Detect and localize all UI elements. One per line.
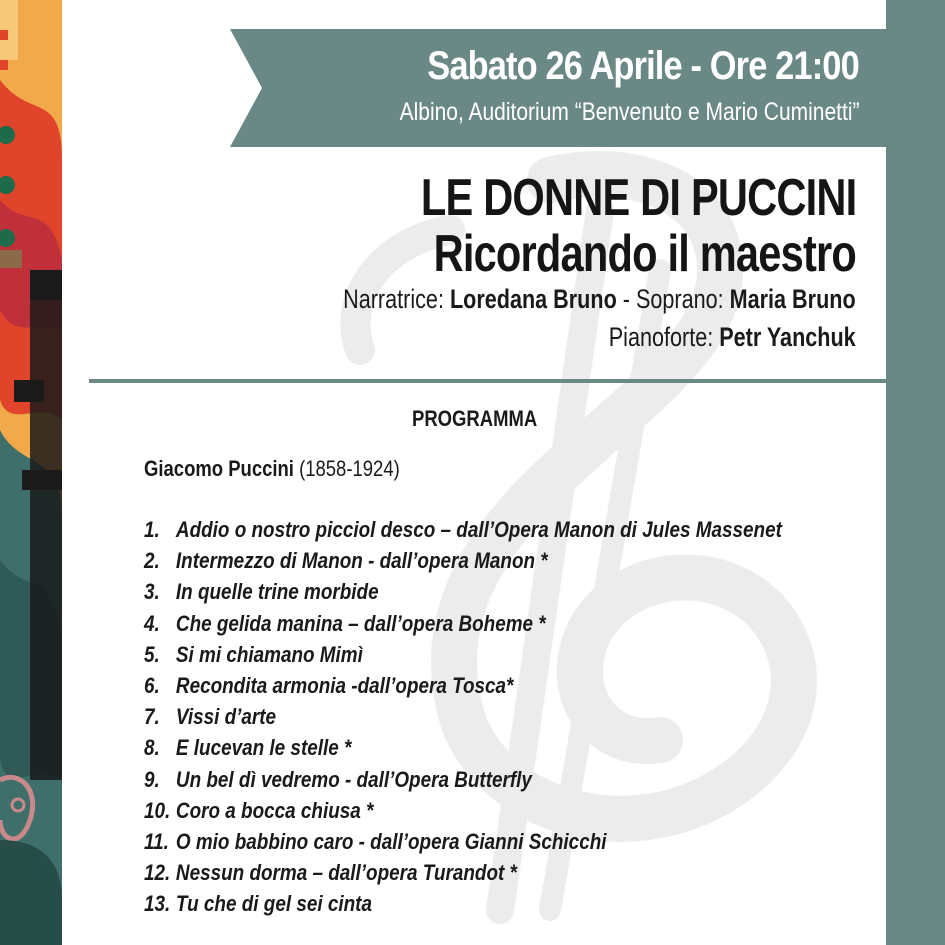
list-item [144, 764, 782, 795]
piano-name: Petr Yanchuk [719, 322, 856, 352]
list-item [144, 732, 782, 763]
violin-illustration-icon [0, 0, 62, 945]
soprano-role: - Soprano: [617, 284, 730, 314]
list-item [144, 514, 782, 545]
list-item [144, 701, 782, 732]
composer-line [144, 456, 400, 482]
event-date-time: Sabato 26 Aprile - Ore 21:00 [427, 44, 859, 88]
item-number: 10. [144, 797, 171, 823]
list-item [144, 888, 782, 919]
list-item [144, 670, 782, 701]
programme-heading: PROGRAMMA [412, 406, 538, 431]
list-item [144, 639, 782, 670]
section-divider [89, 379, 886, 383]
decorative-violin-art [0, 0, 62, 945]
item-title: Tu che di gel sei cinta [175, 891, 372, 917]
concert-subtitle: Ricordando il maestro [433, 225, 856, 283]
piano-role: Pianoforte: [609, 322, 720, 352]
concert-title: LE DONNE DI PUCCINI [420, 169, 856, 227]
item-number: 9. [144, 766, 160, 792]
item-title: Si mi chiamano Mimì [175, 641, 363, 667]
item-number: 6. [144, 672, 160, 698]
item-title: Recondita armonia -dall’opera Tosca* [175, 672, 514, 698]
list-item [144, 826, 782, 857]
item-number: 13. [144, 891, 171, 917]
item-number: 3. [144, 579, 160, 605]
pianist-line [609, 322, 856, 353]
list-item [144, 795, 782, 826]
item-title: Un bel dì vedremo - dall’Opera Butterfly [175, 766, 532, 792]
item-number: 7. [144, 704, 160, 730]
item-title: E lucevan le stelle * [175, 735, 352, 761]
item-title: Intermezzo di Manon - dall’opera Manon * [175, 548, 548, 574]
composer-years: (1858-1924) [293, 456, 400, 481]
narrator-name: Loredana Bruno [450, 284, 618, 314]
event-venue: Albino, Auditorium “Benvenuto e Mario Cuminetti” [399, 98, 859, 126]
item-title: Addio o nostro picciol desco – dall’Opera Manon di Jules Massenet [175, 517, 782, 542]
item-title: O mio babbino caro - dall’opera Gianni Schicchi [175, 828, 607, 854]
item-number: 12. [144, 860, 171, 886]
item-title: Nessun dorma – dall’opera Turandot * [175, 860, 517, 886]
item-title: Che gelida manina – dall’opera Boheme * [175, 610, 546, 636]
composer-name: Giacomo Puccini [144, 456, 294, 481]
item-title: Vissi d’arte [175, 704, 277, 730]
list-item [144, 857, 782, 888]
performers-line [343, 284, 856, 315]
item-number: 4. [144, 610, 160, 636]
list-item [144, 545, 782, 576]
item-number: 1. [144, 517, 160, 542]
item-number: 5. [144, 641, 160, 667]
list-item [144, 576, 782, 607]
list-item [144, 608, 782, 639]
narrator-role: Narratrice: [343, 284, 451, 314]
item-title: Coro a bocca chiusa * [175, 797, 374, 823]
item-number: 2. [144, 548, 160, 574]
soprano-name: Maria Bruno [729, 284, 856, 314]
item-title: In quelle trine morbide [175, 579, 379, 605]
programme-list [144, 514, 903, 919]
item-number: 11. [144, 828, 169, 854]
item-number: 8. [144, 735, 160, 761]
